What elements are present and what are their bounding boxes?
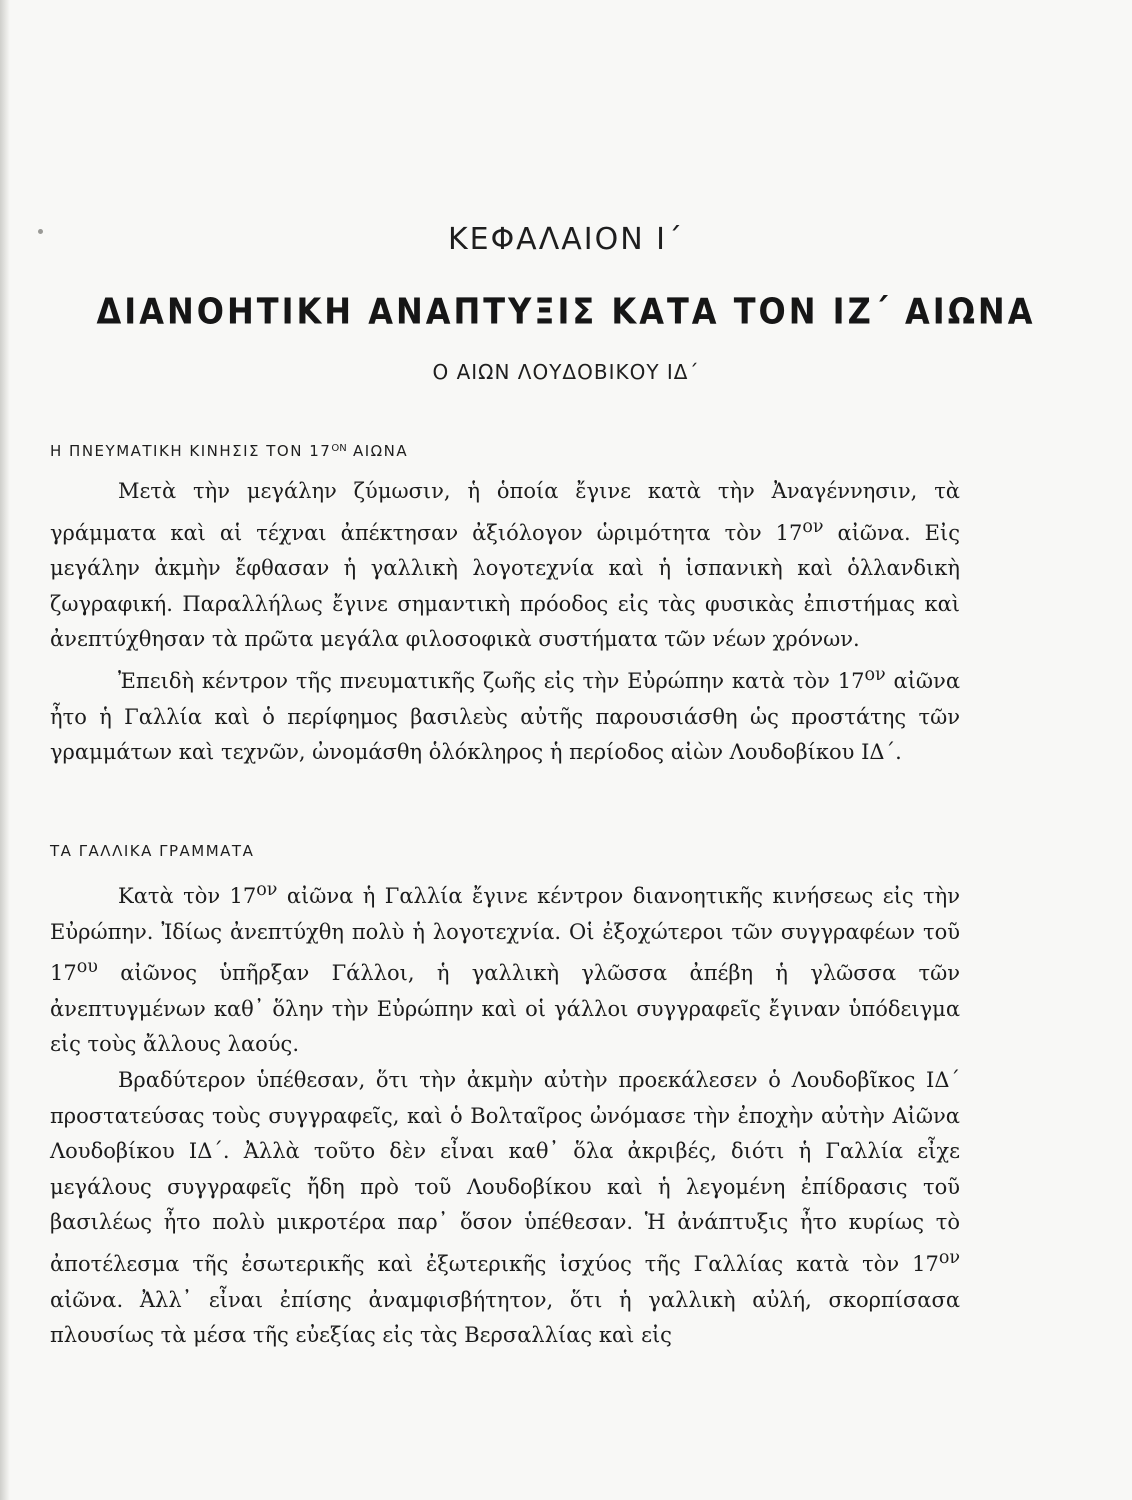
section-body-intellectual-movement (50, 474, 960, 771)
paragraph: Βραδύτερον ὑπέθεσαν, ὅτι τὴν ἀκμὴν αὐτὴν προεκάλεσεν ὁ Λουδοβῖκος ΙΔ΄ προστατεύσας τοὺς συγγραφεῖς, καὶ ὁ Βολταῖρος ὠνόμασε τὴν ἐποχὴν αὐτὴν Αἰῶνα Λουδοβίκου ΙΔ΄. Ἀλλὰ τοῦτο δὲν εἶναι καθ᾽ ὅλα ἀκριβές, διότι ἡ Γαλλία εἶχε μεγάλους συγγραφεῖς ἤδη πρὸ τοῦ Λουδοβίκου καὶ ἡ λεγομένη ἐπίδρασις τοῦ βασιλέως ἦτο πολὺ μικροτέρα παρ᾽ ὅσον ὑπέθεσαν. Ἡ ἀνάπτυξις ἦτο κυρίως τὸ ἀποτέλεσμα τῆς ἐσωτερικῆς καὶ ἐξωτερικῆς ἰσχύος τῆς Γαλλίας κατὰ τὸν $17^{o\nu}$ αἰῶνα. Ἀλλ᾽ εἶναι ἐπίσης ἀναμφισβήτητον, ὅτι ἡ γαλλικὴ αὐλή, σκορπίσασα πλουσίως τὰ μέσα τῆς εὐεξίας εἰς τὰς Βερσαλλίας καὶ εἰς (50, 1067, 960, 1348)
chapter-subtitle: Ο ΑΙΩΝ ΛΟΥΔΟΒΙΚΟΥ ΙΔ΄ (432, 360, 700, 384)
chapter-label: ΚΕΦΑΛΑΙΟΝ Ι΄ (447, 222, 685, 257)
section-body-french-letters (50, 873, 960, 1354)
paragraph: Ἐπειδὴ κέντρον τῆς πνευματικῆς ζωῆς εἰς τὴν Εὐρώπην κατὰ τὸν $17^{o\nu}$ αἰῶνα ἦτο ἡ Γαλλία καὶ ὁ περίφημος βασιλεὺς αὐτῆς παρουσιάσθη ὡς προστάτης τῶν γραμμάτων καὶ τεχνῶν, ὠνομάσθη ὁλόκληρος ἡ περίοδος αἰὼν Λουδοβίκου ΙΔ΄. (50, 664, 960, 765)
paragraph: Κατὰ τὸν $17^{o\nu}$ αἰῶνα ἡ Γαλλία ἔγινε κέντρον διανοητικῆς κινήσεως εἰς τὴν Εὐρώπην. Ἰδίως ἀνεπτύχθη πολὺ ἡ λογοτεχνία. Οἱ ἐξοχώτεροι τῶν συγγραφέων τοῦ $17^{o\upsilon}$ αἰῶνος ὑπῆρξαν Γάλλοι, ἡ γαλλικὴ γλῶσσα ἀπέβη ἡ γλῶσσα τῶν ἀνεπτυγμένων καθ᾽ ὅλην τὴν Εὐρώπην καὶ οἱ γάλλοι συγγραφεῖς ἔγιναν ὑπόδειγμα εἰς τοὺς ἄλλους λαούς. (50, 880, 960, 1057)
chapter-title: ΔΙΑΝΟΗΤΙΚΗ ΑΝΑΠΤΥΞΙΣ ΚΑΤΑ ΤΟΝ ΙΖ΄ ΑΙΩΝΑ (96, 289, 1036, 333)
section-heading-intellectual-movement: Η ΠΝΕΥΜΑΤΙΚΗ ΚΙΝΗΣΙΣ ΤΟΝ $17^{ON}$ ΑΙΩΝΑ (50, 442, 409, 460)
paragraph: Μετὰ τὴν μεγάλην ζύμωσιν, ἡ ὁποία ἔγινε κατὰ τὴν Ἀναγέννησιν, τὰ γράμματα καὶ αἱ τέχναι ἀπέκτησαν ἀξιόλογον ὡριμότητα τὸν $17^{o\nu}$ αἰῶνα. Εἰς μεγάλην ἀκμὴν ἔφθασαν ἡ γαλλικὴ λογοτεχνία καὶ ἡ ἱσπανικὴ καὶ ὁλλανδικὴ ζωγραφική. Παραλλήλως ἔγινε σημαντικὴ πρόοδος εἰς τὰς φυσικὰς ἐπιστήμας καὶ ἀνεπτύχθησαν τὰ πρῶτα μεγάλα φιλοσοφικὰ συστήματα τῶν νέων χρόνων. (50, 479, 960, 652)
section-heading-french-letters: ΤΑ ΓΑΛΛΙΚΑ ΓΡΑΜΜΑΤΑ (50, 842, 255, 860)
